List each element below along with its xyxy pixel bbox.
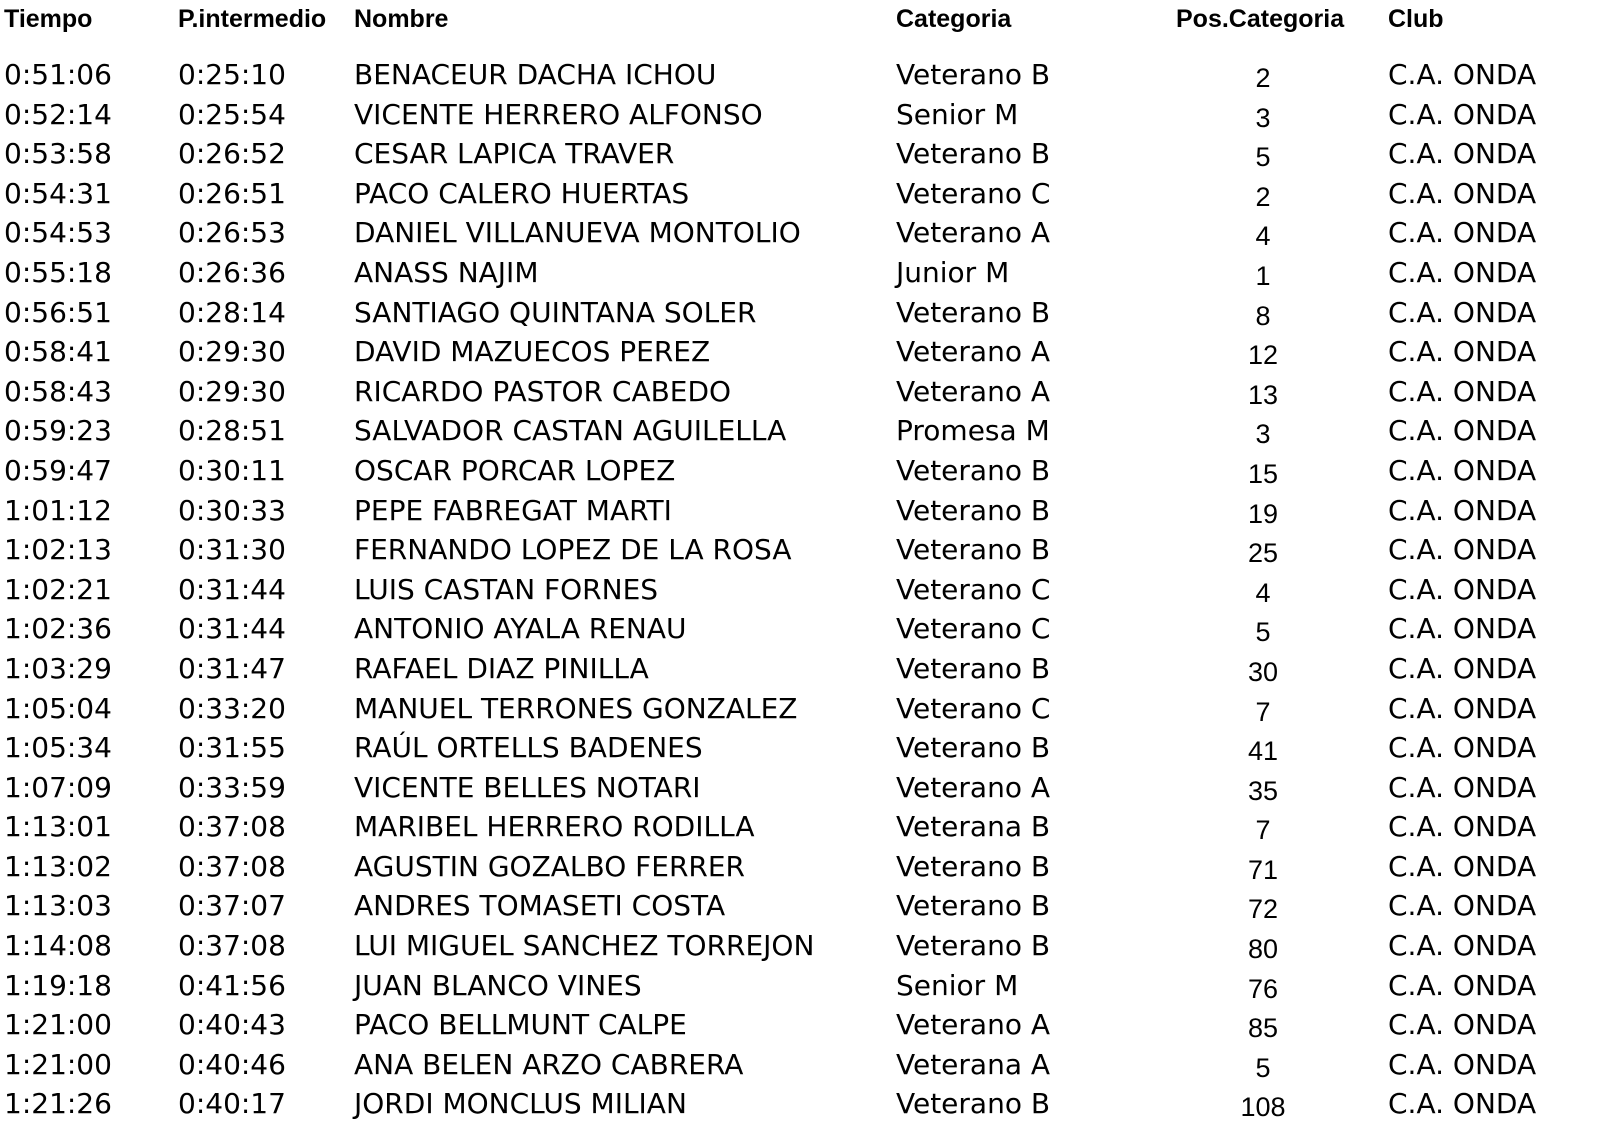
pos-categoria-cell: 5	[1255, 1052, 1271, 1083]
tiempo-cell: 1:21:26	[4, 1087, 112, 1121]
club-cell: C.A. ONDA	[1388, 453, 1537, 487]
table-row	[0, 909, 1600, 965]
categoria-cell: Veterano C	[896, 612, 1051, 646]
intermedio-cell: 0:25:54	[178, 97, 286, 131]
nombre-cell: SANTIAGO QUINTANA SOLER	[354, 295, 757, 329]
pos-categoria-cell: 41	[1247, 736, 1279, 767]
intermedio-cell: 0:29:30	[178, 335, 286, 369]
categoria-cell: Veterano B	[896, 453, 1051, 487]
nombre-cell: ANASS NAJIM	[354, 255, 539, 289]
intermedio-cell: 0:33:59	[178, 770, 286, 804]
intermedio-cell: 0:31:47	[178, 651, 286, 685]
pos-categoria-cell: 5	[1255, 617, 1271, 648]
pos-categoria-cell: 80	[1247, 934, 1279, 965]
categoria-cell: Veterano B	[896, 58, 1051, 91]
intermedio-cell: 0:29:30	[178, 374, 286, 408]
pos-categoria-cell: 1	[1255, 260, 1271, 291]
table-row	[0, 592, 1600, 648]
intermedio-cell: 0:40:43	[178, 1008, 286, 1042]
table-row	[0, 117, 1600, 173]
pos-categoria-cell: 72	[1247, 894, 1279, 925]
nombre-cell: BENACEUR DACHA ICHOU	[354, 58, 717, 91]
table-row	[0, 553, 1600, 608]
nombre-cell: MANUEL TERRONES GONZALEZ	[354, 691, 798, 725]
intermedio-cell: 0:25:10	[178, 58, 286, 91]
table-row	[0, 474, 1600, 529]
pos-categoria-cell: 13	[1247, 379, 1279, 410]
club-cell: C.A. ONDA	[1388, 770, 1537, 804]
club-cell: C.A. ONDA	[1388, 1008, 1537, 1042]
tiempo-cell: 1:21:00	[4, 1047, 112, 1081]
table-row	[0, 632, 1600, 687]
categoria-cell: Veterano A	[896, 335, 1051, 369]
tiempo-cell: 0:52:14	[4, 97, 112, 131]
club-cell: C.A. ONDA	[1388, 137, 1537, 171]
table-row	[0, 513, 1600, 569]
categoria-cell: Veterano A	[896, 374, 1051, 408]
tiempo-cell: 1:02:36	[4, 612, 112, 646]
tiempo-cell: 0:59:23	[4, 414, 112, 448]
intermedio-cell: 0:30:11	[178, 453, 286, 487]
pos-categoria-cell: 7	[1255, 696, 1271, 727]
tiempo-cell: 1:19:18	[4, 968, 112, 1002]
club-cell: C.A. ONDA	[1388, 295, 1537, 329]
intermedio-cell: 0:31:30	[178, 533, 286, 567]
intermedio-cell: 0:41:56	[178, 968, 286, 1002]
tiempo-cell: 0:55:18	[4, 255, 112, 289]
pos-categoria-cell: 2	[1255, 181, 1271, 212]
categoria-cell: Veterana A	[896, 1047, 1051, 1081]
table-row	[0, 236, 1600, 291]
nombre-cell: AGUSTIN GOZALBO FERRER	[354, 849, 746, 883]
nombre-cell: JORDI MONCLUS MILIAN	[354, 1087, 687, 1121]
table-row	[0, 355, 1600, 410]
nombre-cell: CESAR LAPICA TRAVER	[354, 137, 675, 171]
tiempo-cell: 0:56:51	[4, 295, 112, 329]
club-cell: C.A. ONDA	[1388, 651, 1537, 685]
intermedio-cell: 0:26:51	[178, 176, 286, 210]
nombre-cell: ANDRES TOMASETI COSTA	[354, 889, 726, 923]
table-row	[0, 394, 1600, 450]
pos-categoria-cell: 25	[1247, 538, 1279, 569]
tiempo-cell: 0:59:47	[4, 453, 112, 487]
nombre-cell: LUIS CASTAN FORNES	[354, 572, 659, 606]
tiempo-cell: 0:54:53	[4, 216, 112, 250]
club-cell: C.A. ONDA	[1388, 849, 1537, 883]
pos-categoria-cell: 19	[1247, 498, 1279, 529]
club-cell: C.A. ONDA	[1388, 691, 1537, 725]
header-club: Club	[1388, 5, 1444, 33]
table-row	[0, 434, 1600, 489]
table-row	[0, 751, 1600, 806]
tiempo-cell: 1:03:29	[4, 651, 112, 685]
categoria-cell: Veterano A	[896, 1008, 1051, 1042]
tiempo-cell: 1:13:02	[4, 849, 112, 883]
intermedio-cell: 0:40:46	[178, 1047, 286, 1081]
intermedio-cell: 0:37:08	[178, 810, 286, 844]
pos-categoria-cell: 5	[1255, 142, 1271, 173]
intermedio-cell: 0:28:51	[178, 414, 286, 448]
nombre-cell: DANIEL VILLANUEVA MONTOLIO	[354, 216, 801, 250]
pos-categoria-cell: 4	[1255, 221, 1271, 252]
intermedio-cell: 0:26:53	[178, 216, 286, 250]
pos-categoria-cell: 71	[1247, 854, 1279, 885]
tiempo-cell: 1:02:21	[4, 572, 112, 606]
tiempo-cell: 0:51:06	[4, 58, 112, 91]
nombre-cell: DAVID MAZUECOS PEREZ	[354, 335, 711, 369]
nombre-cell: VICENTE HERRERO ALFONSO	[354, 97, 763, 131]
categoria-cell: Junior M	[896, 255, 1010, 289]
table-row	[0, 672, 1600, 727]
nombre-cell: PEPE FABREGAT MARTI	[354, 493, 672, 527]
categoria-cell: Senior M	[896, 968, 1019, 1002]
categoria-cell: Veterano B	[896, 731, 1051, 765]
header-intermedio: P.intermedio	[178, 5, 327, 33]
tiempo-cell: 1:02:13	[4, 533, 112, 567]
club-cell: C.A. ONDA	[1388, 176, 1537, 210]
intermedio-cell: 0:26:52	[178, 137, 286, 171]
nombre-cell: LUI MIGUEL SANCHEZ TORREJON	[354, 929, 815, 963]
intermedio-cell: 0:30:33	[178, 493, 286, 527]
intermedio-cell: 0:37:08	[178, 849, 286, 883]
nombre-cell: SALVADOR CASTAN AGUILELLA	[354, 414, 787, 448]
club-cell: C.A. ONDA	[1388, 731, 1537, 765]
nombre-cell: OSCAR PORCAR LOPEZ	[354, 453, 676, 487]
pos-categoria-cell: 85	[1247, 1013, 1279, 1044]
tiempo-cell: 0:58:41	[4, 335, 112, 369]
categoria-cell: Veterana B	[896, 810, 1051, 844]
pos-categoria-cell: 7	[1255, 815, 1271, 846]
tiempo-cell: 1:14:08	[4, 929, 112, 963]
pos-categoria-cell: 3	[1255, 419, 1271, 450]
club-cell: C.A. ONDA	[1388, 533, 1537, 567]
table-row	[0, 830, 1600, 885]
table-row	[0, 869, 1600, 925]
table-row	[0, 790, 1600, 846]
table-row	[0, 711, 1600, 767]
nombre-cell: PACO CALERO HUERTAS	[354, 176, 690, 210]
intermedio-cell: 0:40:17	[178, 1087, 286, 1121]
intermedio-cell: 0:28:14	[178, 295, 286, 329]
club-cell: C.A. ONDA	[1388, 255, 1537, 289]
intermedio-cell: 0:37:07	[178, 889, 286, 923]
categoria-cell: Veterano C	[896, 572, 1051, 606]
header-row	[0, 0, 1600, 38]
tiempo-cell: 0:58:43	[4, 374, 112, 408]
categoria-cell: Veterano B	[896, 929, 1051, 963]
club-cell: C.A. ONDA	[1388, 968, 1537, 1002]
categoria-cell: Veterano B	[896, 137, 1051, 171]
categoria-cell: Veterano B	[896, 889, 1051, 923]
club-cell: C.A. ONDA	[1388, 414, 1537, 448]
pos-categoria-cell: 4	[1255, 577, 1271, 608]
club-cell: C.A. ONDA	[1388, 572, 1537, 606]
table-row	[0, 38, 1600, 93]
tiempo-cell: 0:53:58	[4, 137, 112, 171]
table-row	[0, 78, 1600, 133]
club-cell: C.A. ONDA	[1388, 97, 1537, 131]
club-cell: C.A. ONDA	[1388, 612, 1537, 646]
categoria-cell: Senior M	[896, 97, 1019, 131]
nombre-cell: ANTONIO AYALA RENAU	[354, 612, 687, 646]
pos-categoria-cell: 2	[1255, 63, 1271, 93]
table-row	[0, 988, 1600, 1044]
nombre-cell: RAÚL ORTELLS BADENES	[354, 731, 703, 765]
club-cell: C.A. ONDA	[1388, 1087, 1537, 1121]
pos-categoria-cell: 15	[1247, 458, 1279, 489]
table-row	[0, 315, 1600, 371]
club-cell: C.A. ONDA	[1388, 929, 1537, 963]
nombre-cell: VICENTE BELLES NOTARI	[354, 770, 701, 804]
nombre-cell: MARIBEL HERRERO RODILLA	[354, 810, 755, 844]
categoria-cell: Veterano C	[896, 176, 1051, 210]
tiempo-cell: 1:07:09	[4, 770, 112, 804]
tiempo-cell: 1:05:04	[4, 691, 112, 725]
categoria-cell: Veterano B	[896, 493, 1051, 527]
table-row	[0, 276, 1600, 331]
tiempo-cell: 1:13:01	[4, 810, 112, 844]
table-row	[0, 1067, 1600, 1123]
nombre-cell: ANA BELEN ARZO CABRERA	[354, 1047, 744, 1081]
nombre-cell: RAFAEL DIAZ PINILLA	[354, 651, 649, 685]
header-nombre: Nombre	[354, 5, 449, 33]
pos-categoria-cell: 108	[1240, 1092, 1286, 1123]
tiempo-cell: 1:21:00	[4, 1008, 112, 1042]
table-body	[0, 38, 1600, 1123]
club-cell: C.A. ONDA	[1388, 374, 1537, 408]
intermedio-cell: 0:26:36	[178, 255, 286, 289]
club-cell: C.A. ONDA	[1388, 810, 1537, 844]
tiempo-cell: 1:13:03	[4, 889, 112, 923]
nombre-cell: RICARDO PASTOR CABEDO	[354, 374, 732, 408]
club-cell: C.A. ONDA	[1388, 889, 1537, 923]
club-cell: C.A. ONDA	[1388, 58, 1537, 91]
intermedio-cell: 0:31:44	[178, 612, 286, 646]
categoria-cell: Veterano C	[896, 691, 1051, 725]
categoria-cell: Veterano B	[896, 295, 1051, 329]
pos-categoria-cell: 8	[1255, 300, 1271, 331]
table-row	[0, 196, 1600, 252]
tiempo-cell: 1:01:12	[4, 493, 112, 527]
club-cell: C.A. ONDA	[1388, 335, 1537, 369]
header-categoria: Categoria	[896, 5, 1012, 33]
nombre-cell: JUAN BLANCO VINES	[354, 968, 642, 1002]
nombre-cell: FERNANDO LOPEZ DE LA ROSA	[354, 533, 792, 567]
pos-categoria-cell: 30	[1247, 656, 1279, 687]
intermedio-cell: 0:37:08	[178, 929, 286, 963]
pos-categoria-cell: 76	[1247, 973, 1279, 1004]
categoria-cell: Veterano B	[896, 1087, 1051, 1121]
table-row	[0, 157, 1600, 212]
categoria-cell: Promesa M	[896, 414, 1050, 448]
club-cell: C.A. ONDA	[1388, 1047, 1537, 1081]
intermedio-cell: 0:31:44	[178, 572, 286, 606]
table-row	[0, 949, 1600, 1004]
pos-categoria-cell: 3	[1255, 102, 1271, 133]
intermedio-cell: 0:31:55	[178, 731, 286, 765]
categoria-cell: Veterano A	[896, 770, 1051, 804]
categoria-cell: Veterano B	[896, 533, 1051, 567]
pos-categoria-cell: 35	[1247, 775, 1279, 806]
categoria-cell: Veterano B	[896, 651, 1051, 685]
categoria-cell: Veterano B	[896, 849, 1051, 883]
intermedio-cell: 0:33:20	[178, 691, 286, 725]
header-pos-categoria: Pos.Categoria	[1176, 5, 1345, 33]
nombre-cell: PACO BELLMUNT CALPE	[354, 1008, 687, 1042]
club-cell: C.A. ONDA	[1388, 493, 1537, 527]
table-row	[0, 1028, 1600, 1083]
tiempo-cell: 1:05:34	[4, 731, 112, 765]
header-tiempo: Tiempo	[4, 5, 93, 33]
tiempo-cell: 0:54:31	[4, 176, 112, 210]
categoria-cell: Veterano A	[896, 216, 1051, 250]
club-cell: C.A. ONDA	[1388, 216, 1537, 250]
pos-categoria-cell: 12	[1247, 340, 1279, 371]
